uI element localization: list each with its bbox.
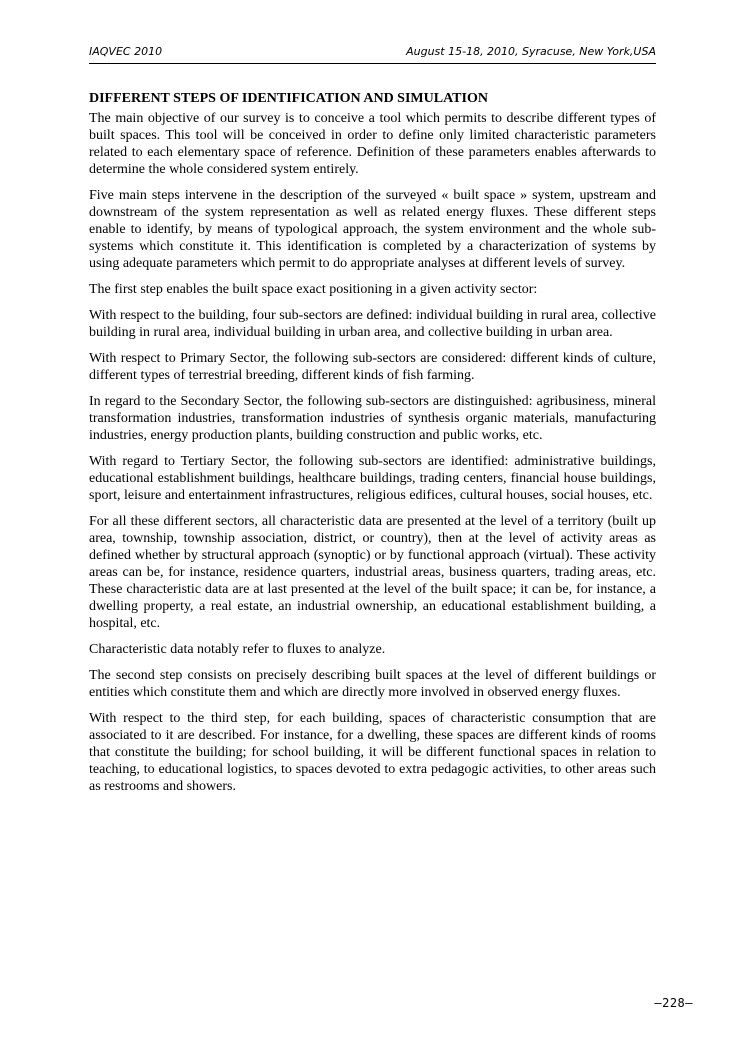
paragraph-secondary-sector: In regard to the Secondary Sector, the following sub-sectors are distinguished: agribusiness, mineral transformation industries, transformation industries of synthesis organic materials, manufacturing industries, energy production plants, building construction and public works, etc. (89, 394, 656, 443)
paragraph-building-subsectors: With respect to the building, four sub-sectors are defined: individual building in rural area, collective building in rural area, individual building in urban area, and collective building in urban area. (89, 308, 656, 340)
main-content (89, 90, 656, 804)
paragraph-fluxes: Characteristic data notably refer to fluxes to analyze. (89, 642, 386, 657)
paragraph-second-step: The second step consists on precisely describing built spaces at the level of different buildings or entities which constitute them and which are directly more involved in observed energy fluxes. (89, 668, 656, 700)
section-title: DIFFERENT STEPS OF IDENTIFICATION AND SIMULATION (89, 91, 488, 106)
conference-name: IAQVEC 2010 (89, 45, 163, 58)
running-header (89, 43, 656, 64)
paragraph-tertiary-sector: With regard to Tertiary Sector, the following sub-sectors are identified: administrative buildings, educational establishment buildings, healthcare buildings, trading centers, financial house buildings, sport, leisure and entertainment infrastructures, religious edifices, cultural houses, social houses, etc. (89, 454, 656, 503)
paragraph-characteristic-data-levels: For all these different sectors, all characteristic data are presented at the level of a territory (built up area, township, township association, district, or country), then at the level of activity areas as defined whether by structural approach (synoptic) or by functional approach (virtual). These activity areas can be, for instance, residence quarters, industrial areas, business quarters, trading areas, etc. These characteristic data are at last presented at the level of the built space; it can be, for instance, a dwelling property, a real estate, an industrial ownership, an educational establishment building, a hospital, etc. (89, 514, 656, 631)
paragraph-third-step: With respect to the third step, for each building, spaces of characteristic consumption that are associated to it are described. For instance, for a dwelling, these spaces are different kinds of rooms that constitute the building; for school building, it will be different functional spaces in relation to teaching, to educational logistics, to spaces devoted to extra pedagogic activities, to other areas such as restrooms and showers. (89, 711, 656, 794)
paragraph-five-steps: Five main steps intervene in the description of the surveyed « built space » system, upstream and downstream of the system representation as well as related energy fluxes. These different steps enable to identify, by means of typological approach, the system environment and the whole sub-systems which constitute it. This identification is completed by a characterization of systems by using adequate parameters which permit to do appropriate analyses at different levels of survey. (89, 188, 656, 271)
page-number: –228– (654, 996, 693, 1010)
paragraph-objective: The main objective of our survey is to conceive a tool which permits to describe different types of built spaces. This tool will be conceived in order to define only limited characteristic parameters related to each elementary space of reference. Definition of these parameters enables afterwards to determine the whole considered system entirely. (89, 111, 656, 177)
conference-date-location: August 15-18, 2010, Syracuse, New York,USA (406, 45, 656, 58)
paragraph-primary-sector: With respect to Primary Sector, the following sub-sectors are considered: different kinds of culture, different types of terrestrial breeding, different kinds of fish farming. (89, 351, 656, 383)
paragraph-first-step: The first step enables the built space exact positioning in a given activity sector: (89, 282, 538, 297)
